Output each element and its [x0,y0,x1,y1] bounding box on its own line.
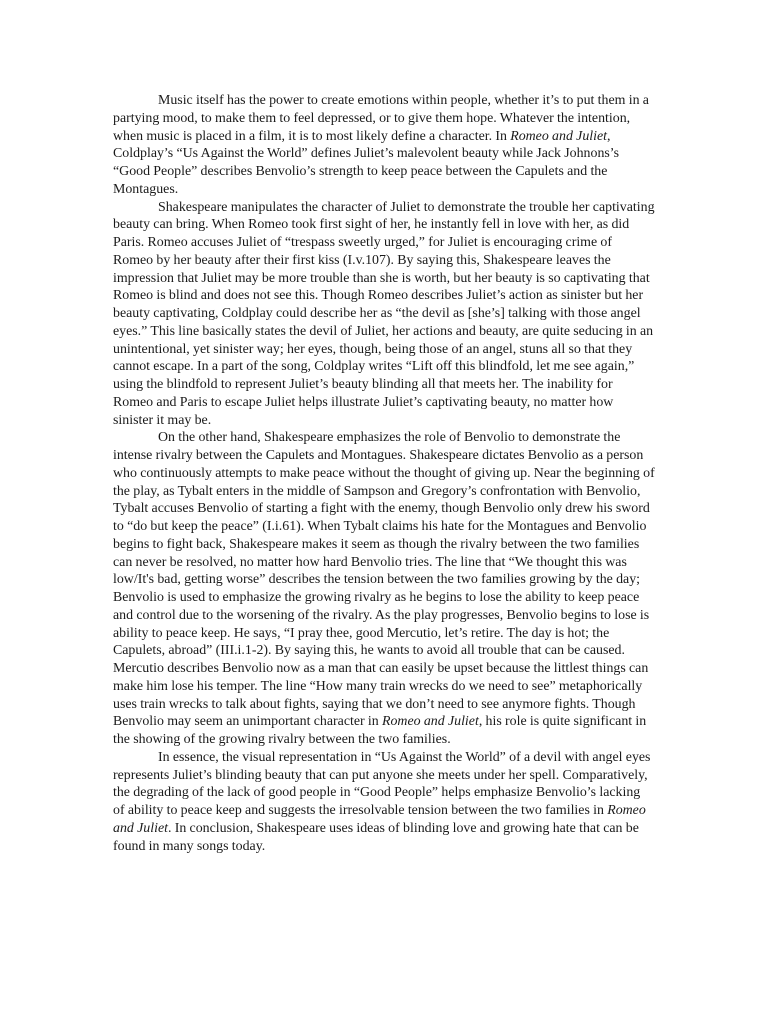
play-title-italic: Romeo and Juliet [510,128,608,144]
benvolio-text-1: On the other hand, Shakespeare emphasizes the role of Benvolio to demonstrate the intense rivalry between the Capulets and Montagues. Shakespeare dictates Benvolio as a person who continuously attempts to make peace without the thought of giving up. Near the beginning of the play, as Tybalt enters in the middle of Sampson and Gregory’s confrontation with Benvolio, Tybalt accuses Benvolio of starting a fight with the enemy, though Benvolio only drew his sword to “do but keep the peace” (I.i.61). When Tybalt claims his hate for the Montagues and Benvolio begins to fight back, Shakespeare makes it seem as though the rivalry between the two families can never be resolved, no matter how hard Benvolio tries. The line that “We thought this was low/It's bad, getting worse” describes the tension between the two families growing by the day; Benvolio is used to emphasize the growing rivalry as he begins to lose the ability to keep peace and control due to the worsening of the rivalry. As the play progresses, Benvolio begins to lose is ability to peace keep. He says, “I pray thee, good Mercutio, let’s retire. The day is hot; the Capulets, abroad” (III.i.1-2). By saying this, he wants to avoid all trouble that can be caused. Mercutio describes Benvolio now as a man that can easily be upset because the littlest things can make him lose his temper. The line “How many train wrecks do we need to see” metaphorically uses train wrecks to talk about fights, saying that we don’t need to see anymore fights. Though Benvolio may seem an unimportant character in [113,430,655,730]
intro-text-1: Music itself has the power to create emotions within people, whether it’s to put them in a partying mood, to make them to feel depressed, or to give them hope. Whatever the intention, when music is placed in a film, it is to most likely define a character. In [113,93,649,144]
paragraph-juliet [113,199,655,430]
play-title-italic: Romeo and Juliet [382,714,479,730]
conclusion-text-2: . In conclusion, Shakespeare uses ideas of blinding love and growing hate that can be found in many songs today. [113,820,639,854]
benvolio-text-2: , his role is quite significant in the showing of the growing rivalry between the two families. [113,714,647,747]
paragraph-conclusion [113,749,655,856]
conclusion-text-1: In essence, the visual representation in “Us Against the World” of a devil with angel eyes represents Juliet’s blinding beauty that can put anyone she meets under her spell. Comparatively, the degrading of the lack of good people in “Good People” helps emphasize Benvolio’s lacking of ability to peace keep and suggests the irresolvable tension between the two families in [113,749,651,818]
juliet-text: Shakespeare manipulates the character of Juliet to demonstrate the trouble her captivating beauty can bring. When Romeo took first sight of her, he instantly fell in love with her, as did Paris. Romeo accuses Juliet of “trespass sweetly urged,” for Juliet is encouraging crime of Romeo by her beauty after their first kiss (I.v.107). By saying this, Shakespeare leaves the impression that Juliet may be more trouble than she is worth, but her beauty is so captivating that Romeo is blind and does not see this. Though Romeo describes Juliet’s action as sinister but her beauty captivating, Coldplay could describe her as “the devil as [she’s] talking with those angel eyes.” This line basically states the devil of Juliet, her actions and beauty, are quite seducing in an unintentional, yet sinister way; her eyes, though, being those of an angel, stuns all so that they cannot escape. In a part of the song, Coldplay writes “Lift off this blindfold, let me see again,” using the blindfold to represent Juliet’s beauty blinding all that meets her. The inability for Romeo and Paris to escape Juliet helps illustrate Juliet’s captivating beauty, no matter how sinister it may be. [113,199,655,428]
play-title-italic: Romeo and Juliet [113,803,646,836]
paragraph-intro [113,92,655,199]
paragraph-benvolio [113,429,655,749]
essay-page [113,92,655,855]
intro-text-2: , Coldplay’s “Us Against the World” defines Juliet’s malevolent beauty while Jack Johnons’s “Good People” describes Benvolio’s strength to keep peace between the Capulets and the Montagues. [113,128,620,197]
